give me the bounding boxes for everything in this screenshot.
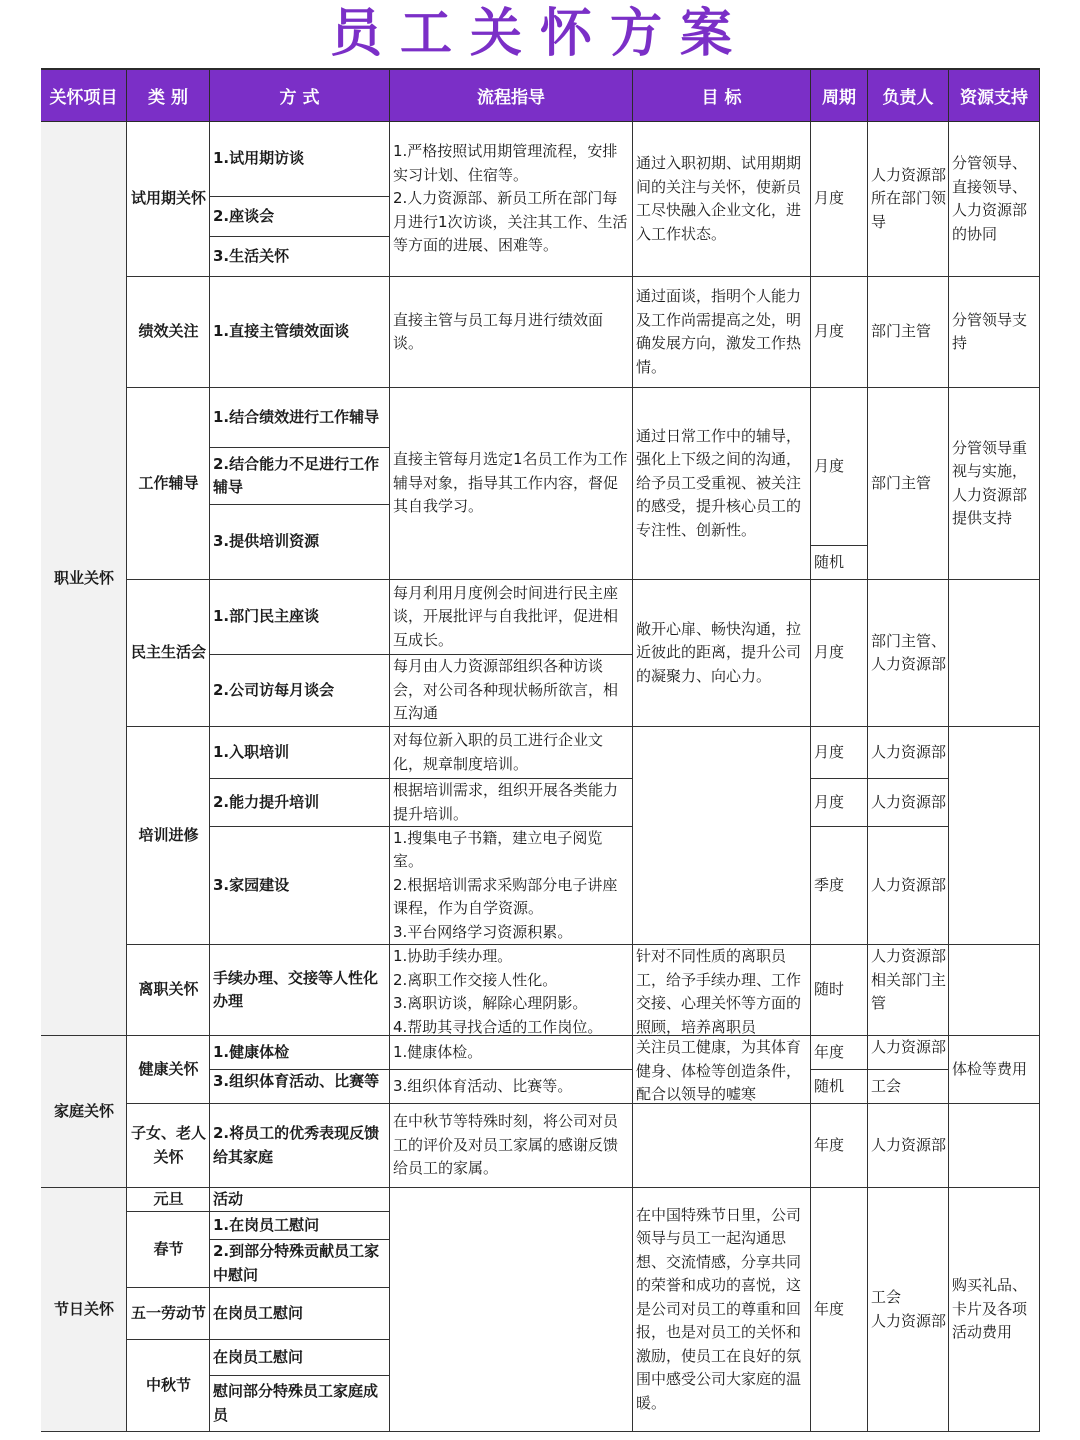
support-coaching: 分管领导重视与实施，人力资源部提供支持	[949, 388, 1040, 580]
period-training-2: 月度	[811, 779, 868, 827]
period-democratic: 月度	[811, 580, 868, 727]
type-mayday: 五一劳动节	[127, 1288, 210, 1340]
goal-training	[633, 727, 811, 945]
support-resign	[949, 945, 1040, 1036]
goal-resign: 针对不同性质的离职员工，给予手续办理、工作交接、心理关怀等方面的照顾，培养离职员	[633, 945, 811, 1036]
process-health-3: 3.组织体育活动、比赛等。	[390, 1070, 633, 1104]
period-training-3: 季度	[811, 827, 868, 945]
owner-training-2: 人力资源部	[868, 779, 949, 827]
support-holiday: 购买礼品、卡片及各项活动费用	[949, 1188, 1040, 1432]
type-democratic: 民主生活会	[127, 580, 210, 727]
method-mayday: 在岗员工慰问	[210, 1288, 390, 1340]
period-coaching-1: 月度	[811, 388, 868, 546]
method-health-1: 1.健康体检	[210, 1036, 390, 1070]
type-kids: 子女、老人关怀	[127, 1104, 210, 1188]
header-care-item: 关怀项目	[41, 70, 127, 122]
period-performance: 月度	[811, 277, 868, 388]
header-goal: 目 标	[633, 70, 811, 122]
period-health-1: 年度	[811, 1036, 868, 1070]
goal-democratic: 敞开心扉、畅快沟通，拉近彼此的距离，提升公司的凝聚力、向心力。	[633, 580, 811, 727]
type-coaching: 工作辅导	[127, 388, 210, 580]
owner-holiday: 工会 人力资源部	[868, 1188, 949, 1432]
goal-probation: 通过入职初期、试用期期间的关注与关怀，使新员工尽快融入企业文化，进入工作状态。	[633, 122, 811, 277]
type-newyear: 元旦	[127, 1188, 210, 1212]
goal-kids	[633, 1104, 811, 1188]
type-performance: 绩效关注	[127, 277, 210, 388]
goal-coaching: 通过日常工作中的辅导，强化上下级之间的沟通，给予员工受重视、被关注的感受，提升核心员工的专注性、创新性。	[633, 388, 811, 580]
header-period: 周期	[811, 70, 868, 122]
method-performance-1: 1.直接主管绩效面谈	[210, 277, 390, 388]
owner-health-1: 人力资源部	[868, 1036, 949, 1070]
owner-coaching: 部门主管	[868, 388, 949, 580]
type-resign: 离职关怀	[127, 945, 210, 1036]
process-democratic-1: 每月利用月度例会时间进行民主座谈，开展批评与自我批评，促进相互成长。	[390, 580, 633, 655]
owner-health-2: 工会	[868, 1070, 949, 1104]
method-coaching-3: 3.提供培训资源	[210, 505, 390, 580]
process-performance: 直接主管与员工每月进行绩效面谈。	[390, 277, 633, 388]
method-training-2: 2.能力提升培训	[210, 779, 390, 827]
header-process: 流程指导	[390, 70, 633, 122]
method-probation-3: 3.生活关怀	[210, 237, 390, 277]
period-kids: 年度	[811, 1104, 868, 1188]
header-method: 方 式	[210, 70, 390, 122]
method-spring-1: 1.在岗员工慰问	[210, 1212, 390, 1240]
category-career: 职业关怀	[41, 122, 127, 1036]
type-spring: 春节	[127, 1212, 210, 1288]
process-training-3: 1.搜集电子书籍，建立电子阅览室。 2.根据培训需求采购部分电子讲座课程，作为自学资源。 3.平台网络学习资源积累。	[390, 827, 633, 945]
owner-kids: 人力资源部	[868, 1104, 949, 1188]
period-training-1: 月度	[811, 727, 868, 779]
owner-probation: 人力资源部 所在部门领导	[868, 122, 949, 277]
method-midautumn-1: 在岗员工慰问	[210, 1340, 390, 1376]
period-probation: 月度	[811, 122, 868, 277]
process-training-2: 根据培训需求，组织开展各类能力提升培训。	[390, 779, 633, 827]
category-family: 家庭关怀	[41, 1036, 127, 1188]
header-category: 类 别	[127, 70, 210, 122]
method-training-3: 3.家园建设	[210, 827, 390, 945]
method-training-1: 1.入职培训	[210, 727, 390, 779]
process-training-1: 对每位新入职的员工进行企业文化，规章制度培训。	[390, 727, 633, 779]
type-training: 培训进修	[127, 727, 210, 945]
method-spring-2: 2.到部分特殊贡献员工家中慰问	[210, 1240, 390, 1288]
owner-training-3: 人力资源部	[868, 827, 949, 945]
support-training	[949, 727, 1040, 945]
goal-performance: 通过面谈，指明个人能力及工作尚需提高之处，明确发展方向，激发工作热情。	[633, 277, 811, 388]
owner-resign: 人力资源部 相关部门主管	[868, 945, 949, 1036]
method-resign-1: 手续办理、交接等人性化办理	[210, 945, 390, 1036]
method-health-3: 3.组织体育活动、比赛等	[210, 1070, 390, 1104]
goal-health: 关注员工健康，为其体育健身、体检等创造条件，配合以领导的嘘寒	[633, 1036, 811, 1104]
method-democratic-2: 2.公司访每月谈会	[210, 655, 390, 727]
support-performance: 分管领导支持	[949, 277, 1040, 388]
method-probation-2: 2.座谈会	[210, 197, 390, 237]
period-health-2: 随机	[811, 1070, 868, 1104]
method-coaching-1: 1.结合绩效进行工作辅导	[210, 388, 390, 448]
support-democratic	[949, 580, 1040, 727]
method-probation-1: 1.试用期访谈	[210, 122, 390, 197]
process-probation: 1.严格按照试用期管理流程，安排实习计划、住宿等。 2.人力资源部、新员工所在部门每月进行1次访谈，关注其工作、生活等方面的进展、困难等。	[390, 122, 633, 277]
owner-democratic: 部门主管、人力资源部	[868, 580, 949, 727]
support-probation: 分管领导、直接领导、人力资源部的协同	[949, 122, 1040, 277]
category-holiday: 节日关怀	[41, 1188, 127, 1432]
support-health: 体检等费用	[949, 1036, 1040, 1104]
process-resign: 1.协助手续办理。 2.离职工作交接人性化。 3.离职访谈，解除心理阴影。 4.帮助其寻找合适的工作岗位。	[390, 945, 633, 1036]
method-coaching-2: 2.结合能力不足进行工作辅导	[210, 448, 390, 505]
type-probation: 试用期关怀	[127, 122, 210, 277]
type-health: 健康关怀	[127, 1036, 210, 1104]
period-resign: 随时	[811, 945, 868, 1036]
period-holiday: 年度	[811, 1188, 868, 1432]
method-newyear: 活动	[210, 1188, 390, 1212]
header-owner: 负责人	[868, 70, 949, 122]
method-kids-1: 2.将员工的优秀表现反馈给其家庭	[210, 1104, 390, 1188]
process-holiday	[390, 1188, 633, 1432]
process-health-1: 1.健康体检。	[390, 1036, 633, 1070]
process-coaching: 直接主管每月选定1名员工作为工作辅导对象，指导其工作内容，督促其自我学习。	[390, 388, 633, 580]
type-midautumn: 中秋节	[127, 1340, 210, 1432]
method-democratic-1: 1.部门民主座谈	[210, 580, 390, 655]
goal-holiday: 在中国特殊节日里，公司领导与员工一起沟通思想、交流情感，分享共同的荣誉和成功的喜悦，这是公司对员工的尊重和回报，也是对员工的关怀和激励，使员工在良好的氛围中感受公司大家庭的温暖。	[633, 1188, 811, 1432]
owner-performance: 部门主管	[868, 277, 949, 388]
header-support: 资源支持	[949, 70, 1040, 122]
support-kids	[949, 1104, 1040, 1188]
page-title: 员工关怀方案	[329, 4, 750, 64]
process-democratic-2: 每月由人力资源部组织各种访谈会，对公司各种现状畅所欲言，相互沟通	[390, 655, 633, 727]
period-coaching-2: 随机	[811, 546, 868, 580]
owner-training-1: 人力资源部	[868, 727, 949, 779]
method-midautumn-2: 慰问部分特殊员工家庭成员	[210, 1376, 390, 1432]
process-kids: 在中秋节等特殊时刻，将公司对员工的评价及对员工家属的感谢反馈给员工的家属。	[390, 1104, 633, 1188]
